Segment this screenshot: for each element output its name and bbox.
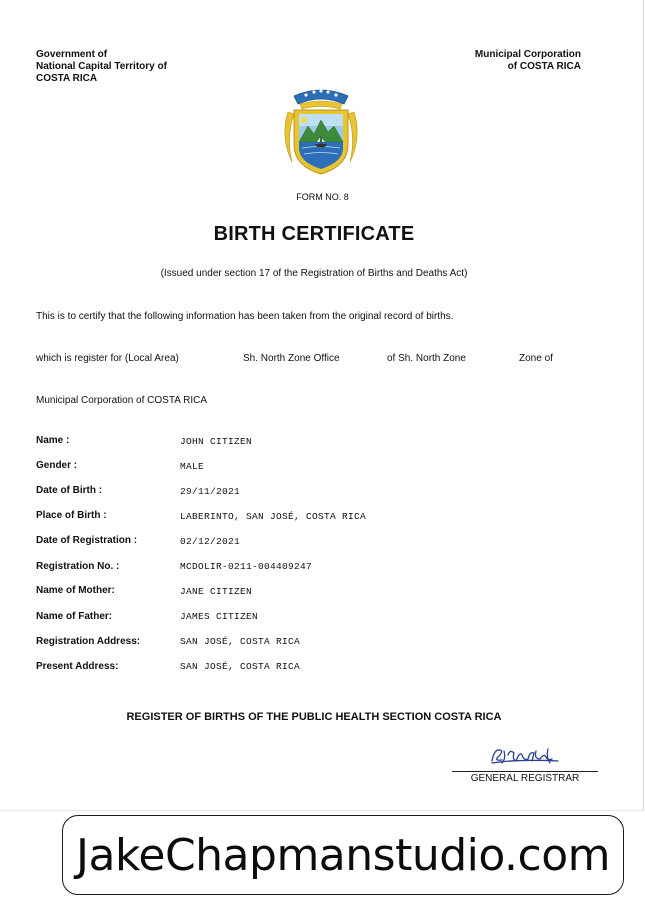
field-label-name-of-father: Name of Father: xyxy=(36,611,113,622)
header-government xyxy=(36,49,167,85)
general-registrar-label: GENERAL REGISTRAR xyxy=(470,773,580,784)
register-line-zone: of Sh. North Zone xyxy=(387,353,466,364)
register-footer-title: REGISTER OF BIRTHS OF THE PUBLIC HEALTH SECTION COSTA RICA xyxy=(126,711,502,723)
field-value-registration-no: MCDOLIR-0211-004409247 xyxy=(180,561,313,572)
register-line-zone-of: Zone of xyxy=(519,353,553,364)
watermark-banner xyxy=(62,815,624,895)
page-title: BIRTH CERTIFICATE xyxy=(213,223,415,245)
field-label-place-of-birth: Place of Birth : xyxy=(36,510,107,521)
field-value-date-of-registration: 02/12/2021 xyxy=(180,536,241,547)
field-value-gender: MALE xyxy=(180,461,205,472)
field-value-name: JOHN CITIZEN xyxy=(180,436,253,447)
certify-statement: This is to certify that the following information has been taken from the original record of births. xyxy=(36,311,454,322)
field-value-present-address: SAN JOSÉ, COSTA RICA xyxy=(180,661,301,672)
field-label-name: Name : xyxy=(36,435,70,446)
watermark-text: JakeChapmanstudio.com xyxy=(76,829,610,881)
field-label-date-of-birth: Date of Birth : xyxy=(36,485,103,496)
municipal-line: Municipal Corporation of COSTA RICA xyxy=(36,395,207,406)
field-label-registration-address: Registration Address: xyxy=(36,636,141,647)
header-left-line-2: National Capital Territory of xyxy=(36,61,167,72)
header-municipal xyxy=(475,49,581,73)
field-value-date-of-birth: 29/11/2021 xyxy=(180,486,241,497)
form-number: FORM NO. 8 xyxy=(296,192,349,202)
signature-icon xyxy=(488,745,562,767)
field-label-present-address: Present Address: xyxy=(36,661,119,672)
header-right-line-2: of COSTA RICA xyxy=(507,61,581,72)
page-subtitle: (Issued under section 17 of the Registration of Births and Deaths Act) xyxy=(160,268,468,279)
field-label-registration-no: Registration No. : xyxy=(36,561,120,572)
field-value-name-of-mother: JANE CITIZEN xyxy=(180,586,253,597)
costa-rica-coat-of-arms-icon xyxy=(276,82,366,178)
field-value-name-of-father: JAMES CITIZEN xyxy=(180,611,259,622)
header-right-line-1: Municipal Corporation xyxy=(474,49,581,60)
field-label-name-of-mother: Name of Mother: xyxy=(36,585,115,596)
field-label-gender: Gender : xyxy=(36,460,78,471)
register-line-office: Sh. North Zone Office xyxy=(243,353,340,364)
field-value-place-of-birth: LABERINTO, SAN JOSÉ, COSTA RICA xyxy=(180,511,367,522)
signature-line xyxy=(452,771,598,772)
header-left-line-1: Government of xyxy=(36,49,108,60)
register-line-area: which is register for (Local Area) xyxy=(36,353,179,364)
field-label-date-of-registration: Date of Registration : xyxy=(36,535,138,546)
header-left-line-3: COSTA RICA xyxy=(36,73,98,84)
field-value-registration-address: SAN JOSÉ, COSTA RICA xyxy=(180,636,301,647)
